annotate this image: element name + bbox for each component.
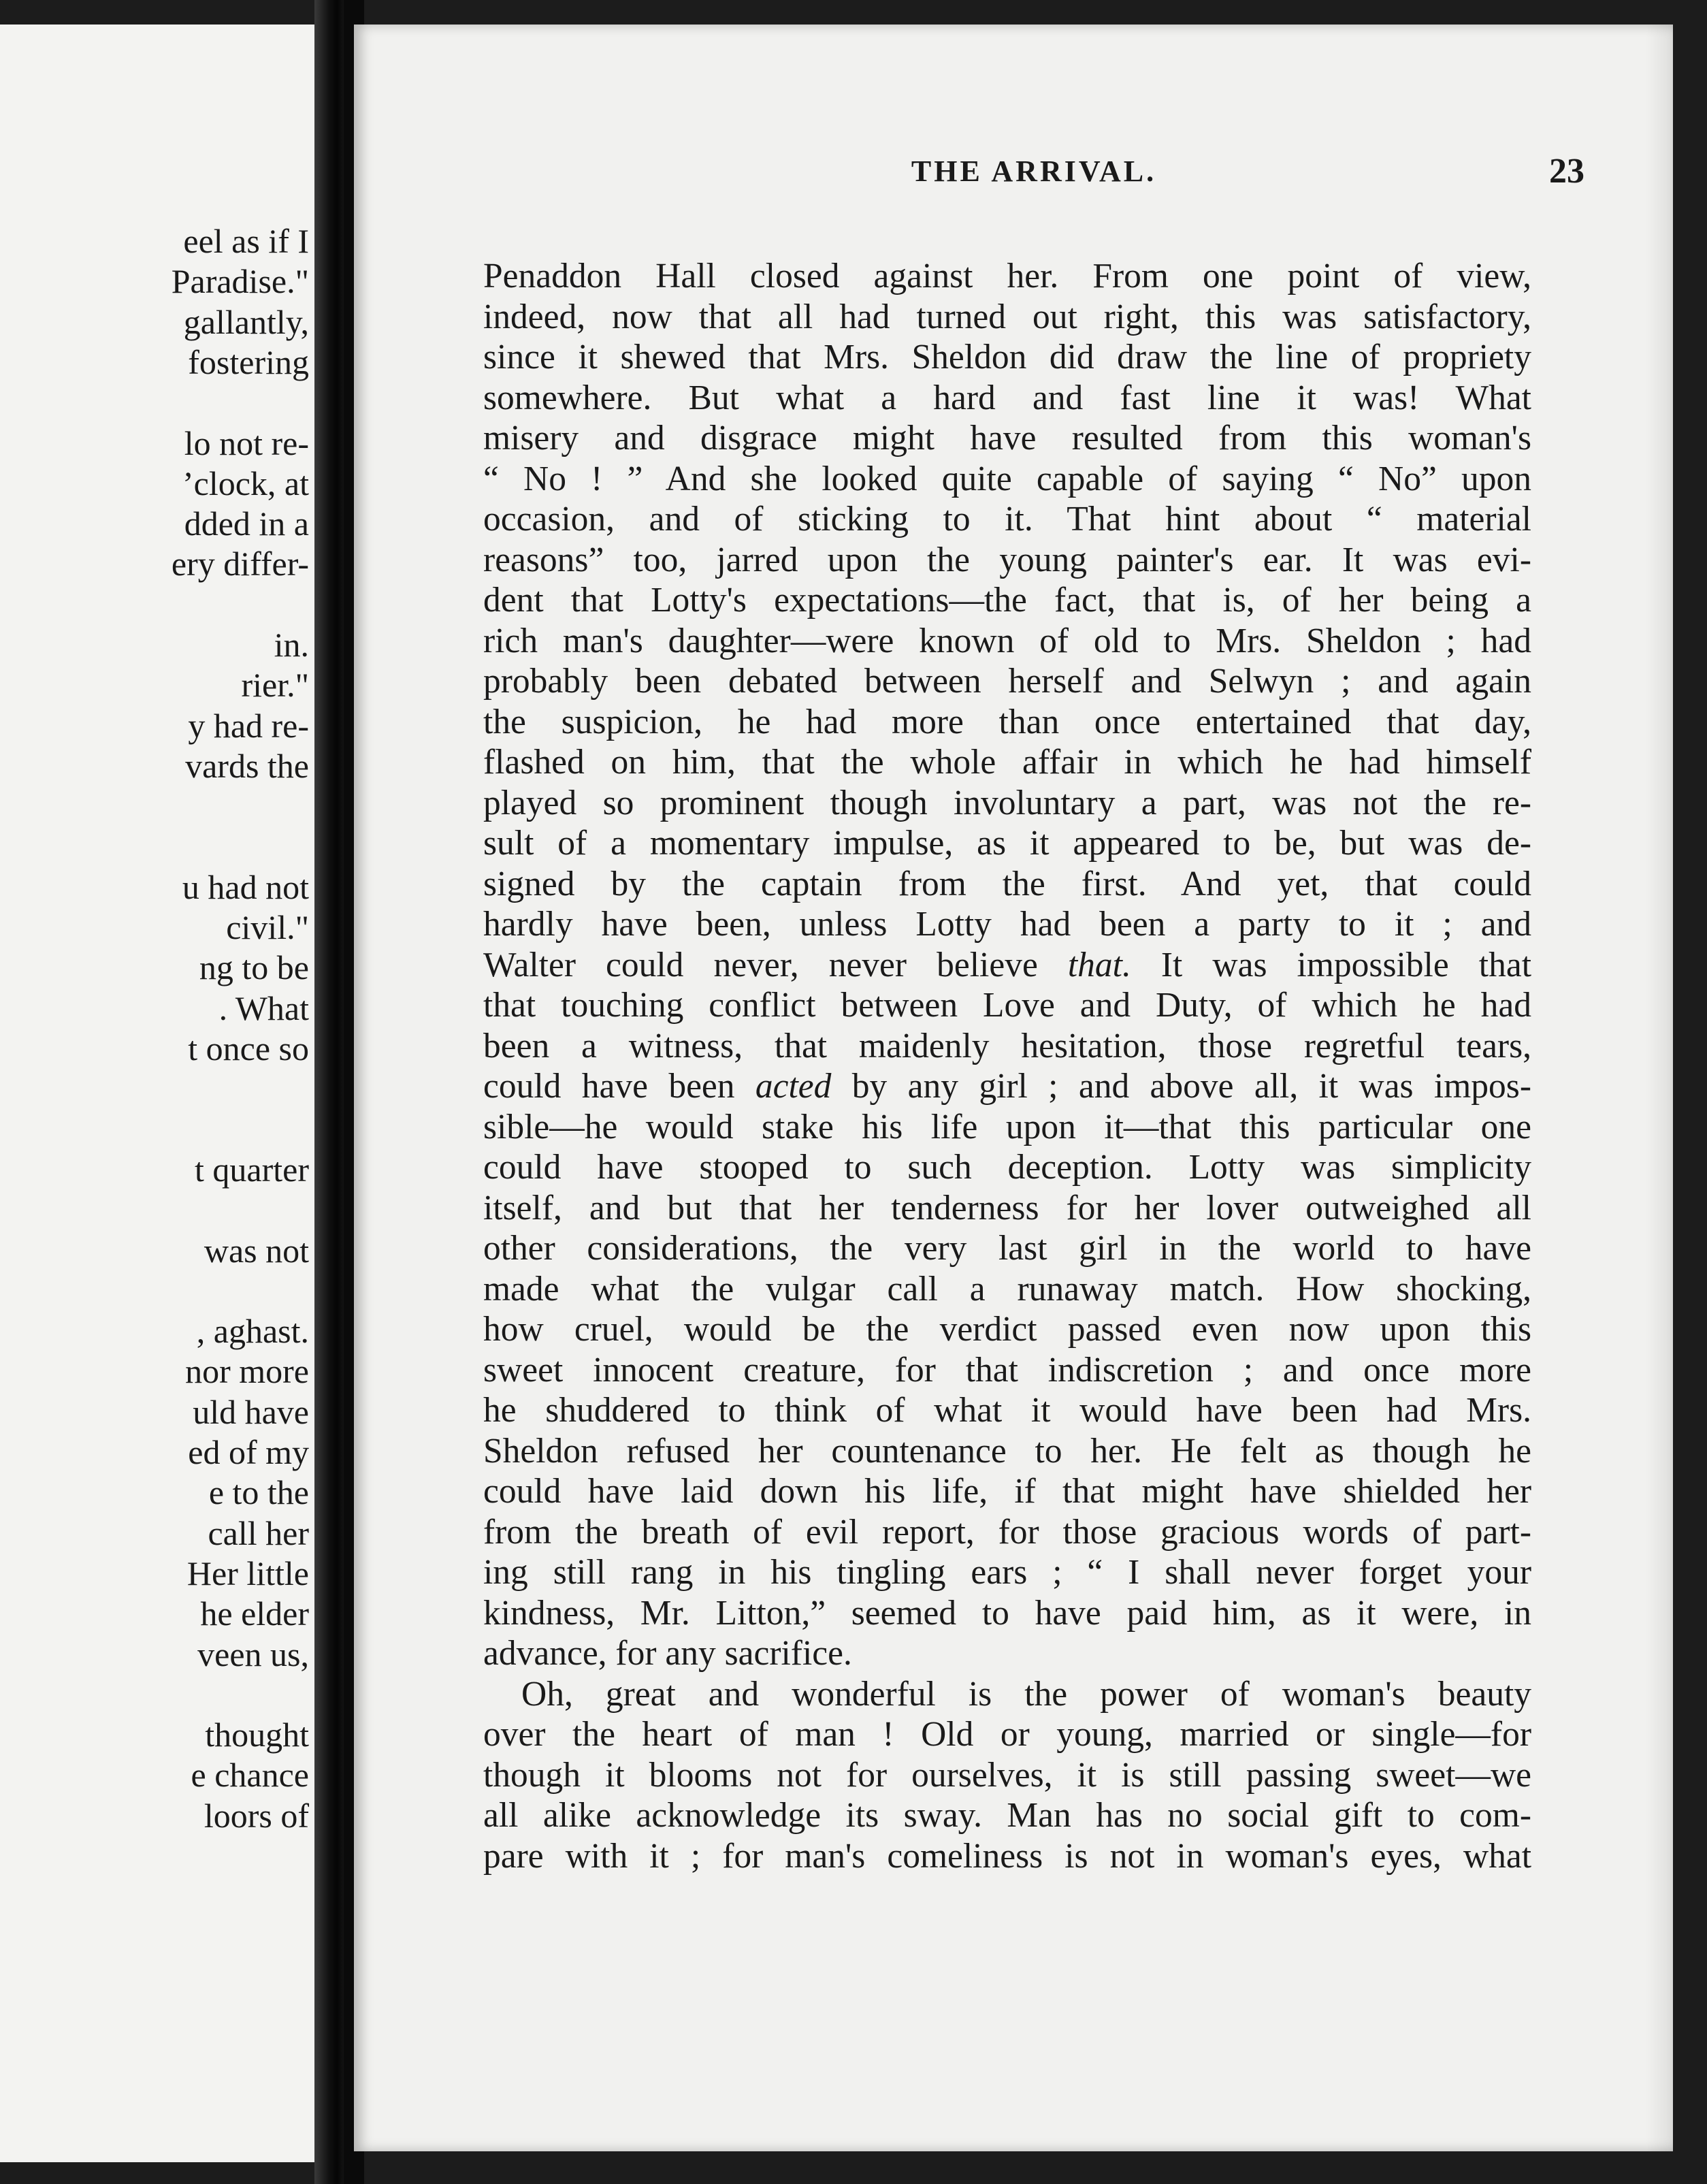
text-line: sweet innocent creature, for that indiscretion ; and once more	[483, 1350, 1531, 1390]
left-page-line: , aghast.	[196, 1312, 309, 1351]
text-line: Penaddon Hall closed against her. From one point of view,	[483, 257, 1531, 295]
body-text	[483, 256, 1531, 1876]
text-line: all alike acknowledge its sway. Man has no social gift to com-	[483, 1796, 1531, 1835]
text-line: though it blooms not for ourselves, it is still passing sweet—we	[483, 1755, 1531, 1795]
left-page-line: Paradise."	[171, 262, 309, 301]
text-line: been a witness, that maidenly hesitation, those regretful tears,	[483, 1026, 1531, 1065]
text-line: sible—he would stake his life upon it—that this particular one	[483, 1107, 1531, 1146]
left-page-line: in.	[274, 626, 309, 664]
text-line: “ No ! ” And she looked quite capable of saying “ No” upon	[483, 459, 1531, 498]
text-line: since it shewed that Mrs. Sheldon did draw the line of propriety	[483, 338, 1531, 376]
text-line: from the breath of evil report, for those gracious words of part-	[483, 1512, 1531, 1552]
text-line: how cruel, would be the verdict passed even now upon this	[483, 1310, 1531, 1349]
text-line: over the heart of man ! Old or young, married or single—for	[483, 1715, 1531, 1754]
left-page-line: was not	[204, 1231, 309, 1270]
text-line: rich man's daughter—were known of old to Mrs. Sheldon ; had	[483, 621, 1531, 660]
running-title: THE ARRIVAL.	[911, 155, 1157, 188]
text-line: signed by the captain from the first. And yet, that could	[483, 864, 1531, 903]
text-line: occasion, and of sticking to it. That hint about “ material	[483, 500, 1531, 539]
left-page-line: dded in a	[184, 504, 309, 543]
left-page-line: Her little	[186, 1554, 309, 1592]
page-header	[483, 154, 1584, 202]
left-page-line: veen us,	[197, 1635, 309, 1673]
left-page-line: e chance	[191, 1756, 309, 1795]
left-page-line: ng to be	[199, 948, 309, 987]
text-line: advance, for any sacrifice.	[483, 1634, 852, 1673]
left-page-line: t quarter	[195, 1150, 309, 1189]
text-line: could have laid down his life, if that might have shielded her	[483, 1472, 1531, 1511]
left-page-line: t once so	[188, 1029, 309, 1067]
left-page-line: ed of my	[188, 1433, 309, 1471]
text-line: ing still rang in his tingling ears ; “ I shall never forget your	[483, 1553, 1531, 1592]
text-line: probably been debated between herself and Selwyn ; and again	[483, 662, 1531, 701]
left-page-line: nor more	[185, 1352, 309, 1391]
left-page	[0, 25, 319, 2162]
text-line: could have stooped to such deception. Lotty was simplicity	[483, 1148, 1531, 1187]
left-page-line: ery differ-	[171, 545, 309, 583]
text-line: the suspicion, he had more than once entertained that day,	[483, 702, 1531, 741]
text-line: played so prominent though involuntary a part, was not the re-	[483, 783, 1531, 822]
right-page	[354, 25, 1673, 2151]
left-page-line: uld have	[193, 1392, 309, 1431]
text-line: somewhere. But what a hard and fast line it was! What	[483, 378, 1531, 417]
page-number: 23	[1549, 152, 1584, 191]
left-page-line: gallantly,	[183, 302, 309, 341]
text-line: pare with it ; for man's comeliness is not in woman's eyes, what	[483, 1836, 1531, 1876]
text-line: Sheldon refused her countenance to her. He felt as though he	[483, 1431, 1531, 1471]
text-line: reasons” too, jarred upon the young painter's ear. It was evi-	[483, 540, 1531, 579]
left-page-line: civil."	[226, 908, 309, 947]
emphasis: acted	[755, 1067, 832, 1106]
left-page-line: u had not	[182, 867, 309, 906]
text-line: kindness, Mr. Litton,” seemed to have paid him, as it were, in	[483, 1593, 1531, 1633]
text-line: flashed on him, that the whole affair in which he had himself	[483, 743, 1531, 782]
left-page-line: lo not re-	[184, 423, 309, 462]
page-edge-shadow	[1646, 25, 1673, 2151]
text-line: could have been acted by any girl ; and above all, it was impos-	[483, 1067, 1531, 1106]
text-line: Oh, great and wonderful is the power of woman's beauty	[521, 1674, 1531, 1714]
left-page-line: he elder	[200, 1594, 309, 1633]
text-line: made what the vulgar call a runaway match. How shocking,	[483, 1269, 1531, 1308]
text-line: that touching conflict between Love and Duty, of which he had	[483, 986, 1531, 1025]
text-line: hardly have been, unless Lotty had been a party to it ; and	[483, 905, 1531, 944]
emphasis: that.	[1067, 945, 1131, 984]
left-page-line: ’clock, at	[182, 464, 309, 502]
text-line: dent that Lotty's expectations—the fact, that is, of her being a	[483, 581, 1531, 620]
text-line: misery and disgrace might have resulted from this woman's	[483, 419, 1531, 457]
left-page-line: e to the	[208, 1473, 309, 1512]
text-line: Walter could never, never believe that. It was impossible that	[483, 945, 1531, 984]
left-page-line: thought	[205, 1716, 309, 1754]
left-page-line: y had re-	[188, 706, 309, 745]
left-page-line: rier."	[241, 666, 309, 705]
text-line: other considerations, the very last girl in the world to have	[483, 1229, 1531, 1268]
left-page-line: eel as if I	[183, 222, 309, 260]
left-page-line: loors of	[204, 1796, 309, 1835]
left-page-line: vards the	[185, 746, 309, 785]
text-line: itself, and but that her tenderness for her lover outweighed all	[483, 1188, 1531, 1227]
text-line: sult of a momentary impulse, as it appeared to be, but was de-	[483, 824, 1531, 863]
text-line: indeed, now that all had turned out right, this was satisfactory,	[483, 297, 1531, 336]
text-line: he shuddered to think of what it would have been had Mrs.	[483, 1391, 1531, 1430]
left-page-line: . What	[218, 989, 309, 1027]
left-page-line: call her	[208, 1513, 309, 1552]
left-page-line: fostering	[188, 342, 309, 381]
